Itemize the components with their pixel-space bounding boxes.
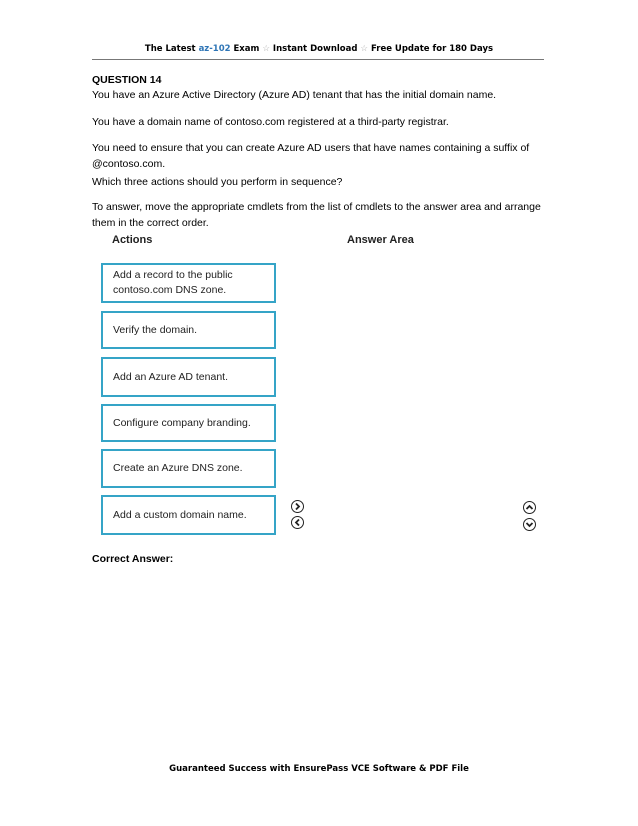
header-exam: Exam (230, 44, 263, 54)
action-item-add-tenant[interactable] (101, 357, 276, 397)
question-title: QUESTION 14 (92, 74, 162, 86)
action-item-label: Add a custom domain name. (113, 508, 247, 521)
chevron-up-icon (524, 502, 535, 513)
action-item-label: Configure company branding. (113, 416, 251, 429)
question-paragraph-1: You have an Azure Active Directory (Azure AD) tenant that has the initial domain name. (92, 89, 497, 101)
star-icon: ☆ (262, 44, 270, 54)
exam-code: az-102 (198, 44, 231, 54)
move-up-button[interactable] (523, 501, 536, 514)
chevron-left-icon (292, 517, 303, 528)
chevron-down-icon (524, 519, 535, 530)
action-item-add-custom-domain[interactable] (101, 495, 276, 535)
question-paragraph-2: You have a domain name of contoso.com registered at a third-party registrar. (92, 116, 449, 128)
action-item-create-dns-zone[interactable] (101, 449, 276, 488)
move-left-button[interactable] (291, 516, 304, 529)
star-icon: ☆ (360, 44, 369, 54)
question-paragraph-5: To answer, move the appropriate cmdlets from the list of cmdlets to the answer area and arrange them in the correct order. (92, 201, 541, 229)
action-item-configure-branding[interactable] (101, 404, 276, 442)
page-footer: Guaranteed Success with EnsurePass VCE Software & PDF File (169, 764, 469, 774)
action-item-label: Add an Azure AD tenant. (113, 370, 228, 383)
move-down-button[interactable] (523, 518, 536, 531)
action-item-verify-domain[interactable] (101, 311, 276, 349)
chevron-right-icon (292, 501, 303, 512)
action-item-label: Verify the domain. (113, 323, 198, 336)
page-header (0, 44, 638, 54)
header-prefix: The Latest (144, 44, 199, 54)
action-item-label: Add a record to the public contoso.com DNS zone. (113, 269, 233, 296)
question-paragraph-3: You need to ensure that you can create Azure AD users that have names containing a suffix of @contoso.com. (92, 142, 530, 170)
header-instant: Instant Download (269, 44, 361, 54)
answer-area-heading: Answer Area (347, 234, 414, 246)
move-right-button[interactable] (291, 500, 304, 513)
correct-answer-label: Correct Answer: (92, 553, 174, 565)
action-item-add-dns-record[interactable] (101, 263, 276, 303)
action-item-label: Create an Azure DNS zone. (113, 462, 243, 474)
header-free-update: Free Update for 180 Days (368, 44, 494, 54)
question-paragraph-4: Which three actions should you perform in sequence? (92, 176, 343, 188)
header-divider (92, 59, 544, 60)
actions-heading: Actions (112, 234, 153, 246)
